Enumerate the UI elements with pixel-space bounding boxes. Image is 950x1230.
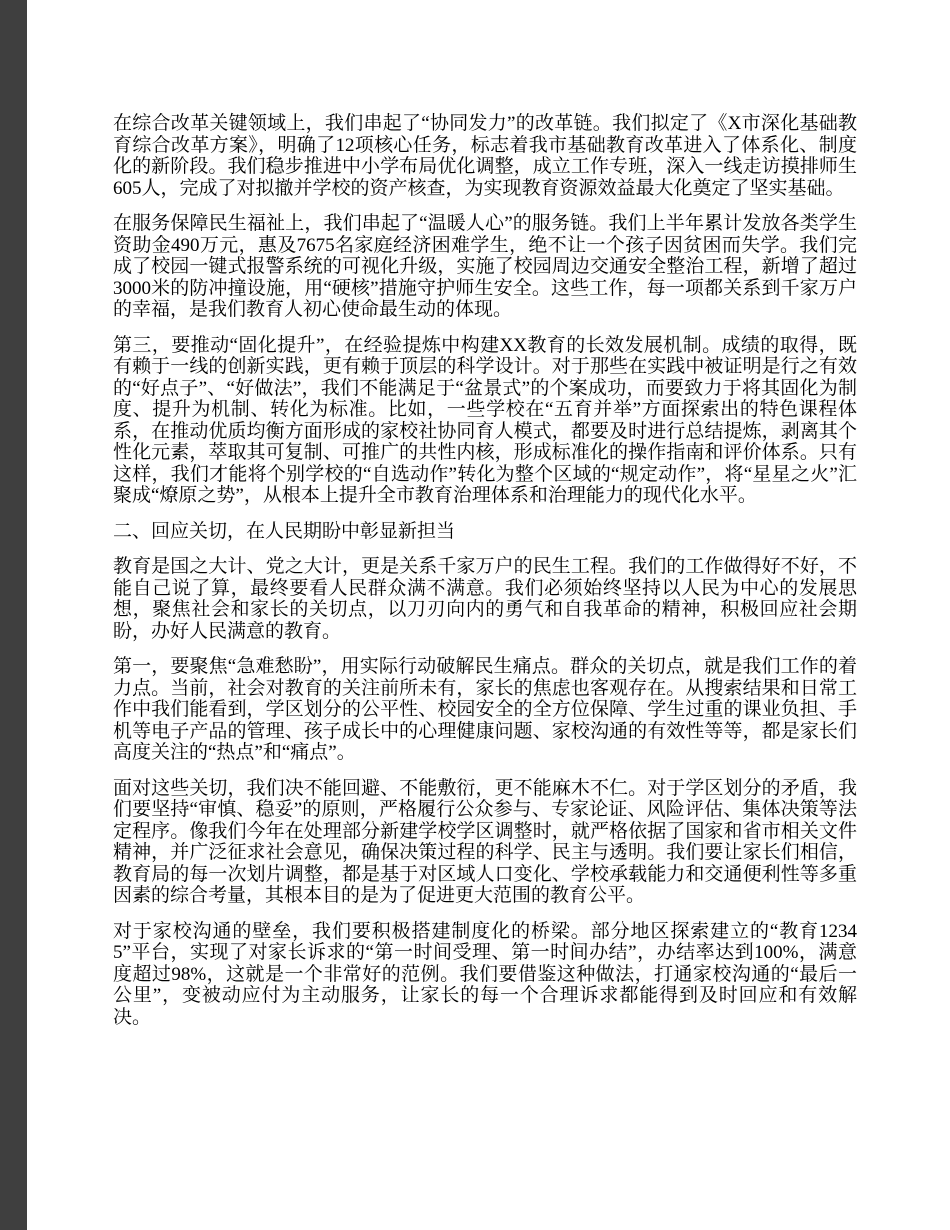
paragraph: 教育是国之大计、党之大计，更是关系千家万户的民生工程。我们的工作做得好不好，不能自己说了算，最终要看人民群众满不满意。我们必须始终坚持以人民为中心的发展思想，聚焦社会和家长的关切点，以刀刃向内的勇气和自我革命的精神，积极回应社会期盼，办好人民满意的教育。 <box>113 556 857 642</box>
paragraph: 对于家校沟通的壁垒，我们要积极搭建制度化的桥梁。部分地区探索建立的“教育12345”平台，实现了对家长诉求的“第一时间受理、第一时间办结”，办结率达到100%，满意度超过98%，这就是一个非常好的范例。我们要借鉴这种做法，打通家校沟通的“最后一公里”，变被动应付为主动服务，让家长的每一个合理诉求都能得到及时回应和有效解决。 <box>113 920 857 1028</box>
paragraph: 第三，要推动“固化提升”，在经验提炼中构建XX教育的长效发展机制。成绩的取得，既有赖于一线的创新实践，更有赖于顶层的科学设计。对于那些在实践中被证明是行之有效的“好点子”、“好做法”，我们不能满足于“盆景式”的个案成功，而要致力于将其固化为制度、提升为机制、转化为标准。比如，一些学校在“五育并举”方面探索出的特色课程体系，在推动优质均衡方面形成的家校社协同育人模式，都要及时进行总结提炼，剥离其个性化元素，萃取其可复制、可推广的共性内核，形成标准化的操作指南和评价体系。只有这样，我们才能将个别学校的“自选动作”转化为整个区域的“规定动作”，将“星星之火”汇聚成“燎原之势”，从根本上提升全市教育治理体系和治理能力的现代化水平。 <box>113 334 857 506</box>
paragraph: 面对这些关切，我们决不能回避、不能敷衍，更不能麻木不仁。对于学区划分的矛盾，我们要坚持“审慎、稳妥”的原则，严格履行公众参与、专家论证、风险评估、集体决策等法定程序。像我们今年在处理部分新建学校学区调整时，就严格依据了国家和省市相关文件精神，并广泛征求社会意见，确保决策过程的科学、民主与透明。我们要让家长们相信，教育局的每一次划片调整，都是基于对区域人口变化、学校承载能力和交通便利性等多重因素的综合考量，其根本目的是为了促进更大范围的教育公平。 <box>113 777 857 906</box>
paragraph: 在服务保障民生福祉上，我们串起了“温暖人心”的服务链。我们上半年累计发放各类学生资助金490万元，惠及7675名家庭经济困难学生，绝不让一个孩子因贫困而失学。我们完成了校园一键式报警系统的可视化升级，实施了校园周边交通安全整治工程，新增了超过3000米的防冲撞设施，用“硬核”措施守护师生安全。这些工作，每一项都关系到千家万户的幸福，是我们教育人初心使命最生动的体现。 <box>113 213 857 320</box>
section-heading: 二、回应关切，在人民期盼中彰显新担当 <box>113 520 456 542</box>
paragraph: 在综合改革关键领域上，我们串起了“协同发力”的改革链。我们拟定了《X市深化基础教育综合改革方案》，明确了12项核心任务，标志着我市基础教育改革进入了体系化、制度化的新阶段。我们稳步推进中小学布局优化调整，成立工作专班，深入一线走访摸排师生605人，完成了对拟撤并学校的资产核查，为实现教育资源效益最大化奠定了坚实基础。 <box>113 113 857 199</box>
paragraph: 第一，要聚焦“急难愁盼”，用实际行动破解民生痛点。群众的关切点，就是我们工作的着力点。当前，社会对教育的关注前所未有，家长的焦虑也客观存在。从搜索结果和日常工作中我们能看到，学区划分的公平性、校园安全的全方位保障、学生过重的课业负担、手机等电子产品的管理、孩子成长中的心理健康问题、家校沟通的有效性等等，都是家长们高度关注的“热点”和“痛点”。 <box>113 656 857 763</box>
